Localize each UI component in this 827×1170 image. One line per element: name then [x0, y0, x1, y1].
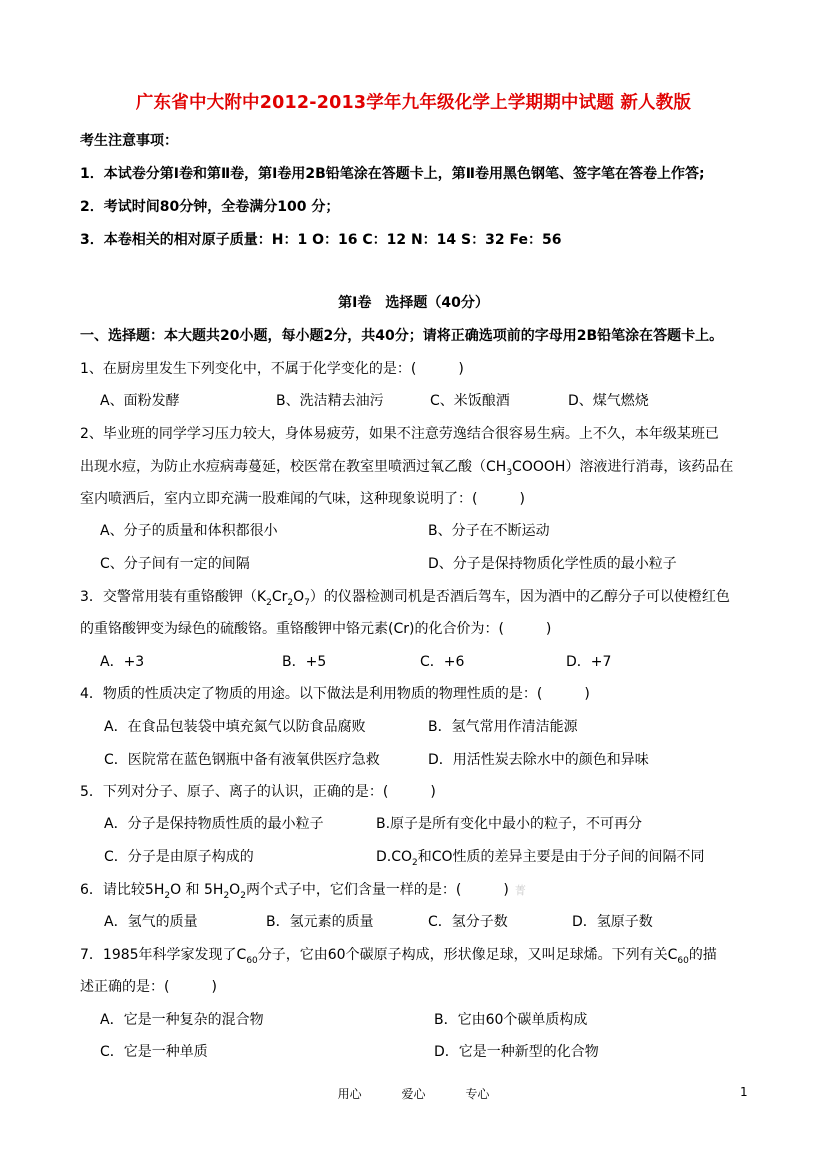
q3-option-b: B．+5 [282, 654, 327, 670]
q6-option-a: A．氢气的质量 [104, 914, 198, 930]
q6-option-d: D．氢原子数 [572, 914, 653, 930]
notice-item-1: 1．本试卷分第Ⅰ卷和第Ⅱ卷，第Ⅰ卷用2B铅笔涂在答题卡上，第Ⅱ卷用黑色钢笔、签字笔在答卷上作答; [80, 166, 705, 182]
footer-word-3: 专心 [465, 1087, 490, 1101]
question-2-line-2: 出现水痘，为防止水痘病毒蔓延，校医常在教室里喷洒过氧乙酸$(CH_3COOOH)$溶液进行消毒，该药品在 [80, 459, 734, 478]
question-3-line-1: 3．交警常用装有重铬酸钾$(K_2Cr_2O_7)$的仪器检测司机是否酒后驾车，因为酒中的乙醇分子可以使橙红色 [80, 589, 730, 608]
notice-item-3: 3．本卷相关的相对原子质量：H：1 O：16 C：12 N：14 S：32 Fe：56 [80, 232, 562, 248]
question-6-stem: 6．请比较$5H_2O$ 和 $5H_2O_2$两个式子中，它们含量一样的是：( ) 菁 [80, 882, 526, 901]
q4-option-a: A．在食品包装袋中填充氮气以防食品腐败 [104, 719, 366, 735]
q2-option-a: A、分子的质量和体积都很小 [100, 523, 278, 539]
q1-option-c: C、米饭酿酒 [430, 393, 510, 409]
q6-option-b: B．氢元素的质量 [266, 914, 374, 930]
q7-option-c: C．它是一种单质 [100, 1044, 208, 1060]
q5-option-b: B.原子是所有变化中最小的粒子，不可再分 [376, 816, 643, 832]
q7-option-b: B．它由60个碳单质构成 [434, 1012, 588, 1028]
q1-option-d: D、煤气燃烧 [568, 393, 649, 409]
footer-word-2: 爱心 [401, 1087, 426, 1101]
section-instruction: 一、选择题：本大题共20小题，每小题2分，共40分；请将正确选项前的字母用2B铅笔涂在答题卡上。 [80, 328, 724, 344]
question-7-line-1: 7．1985年科学家发现了$C_{60}$分子，它由60个碳原子构成，形状像足球，又叫足球烯。下列有关$C_{60}$的描 [80, 947, 717, 966]
document-title: 广东省中大附中2012-2013学年九年级化学上学期期中试题 新人教版 [135, 93, 692, 113]
footer-word-1: 用心 [337, 1087, 362, 1101]
question-1-stem: 1、在厨房里发生下列变化中，不属于化学变化的是：( ) [80, 361, 464, 377]
q5-option-a: A．分子是保持物质性质的最小粒子 [104, 816, 324, 832]
q4-option-b: B．氢气常用作清洁能源 [428, 719, 578, 735]
q3-option-c: C．+6 [420, 654, 465, 670]
notice-heading: 考生注意事项： [80, 133, 178, 149]
q4-option-d: D．用活性炭去除水中的颜色和异味 [428, 752, 649, 768]
q1-option-a: A、面粉发酵 [100, 393, 180, 409]
q7-option-a: A．它是一种复杂的混合物 [100, 1012, 264, 1028]
q2-option-d: D、分子是保持物质化学性质的最小粒子 [428, 556, 677, 572]
notice-item-2: 2．考试时间80分钟，全卷满分100 分； [80, 199, 340, 215]
question-2-line-1: 2、毕业班的同学学习压力较大，身体易疲劳，如果不注意劳逸结合很容易生病。上不久，本年级某班已 [80, 426, 719, 442]
page-number: 1 [740, 1085, 748, 1099]
q4-option-c: C．医院常在蓝色钢瓶中备有液氧供医疗急救 [104, 752, 380, 768]
q3-option-a: A．+3 [100, 654, 145, 670]
section-title: 第Ⅰ卷 选择题（40分） [338, 295, 489, 311]
page-footer [0, 1085, 827, 1102]
q2-option-b: B、分子在不断运动 [428, 523, 550, 539]
q6-option-c: C．氢分子数 [428, 914, 508, 930]
question-4-stem: 4．物质的性质决定了物质的用途。以下做法是利用物质的物理性质的是：( ) [80, 686, 590, 702]
q5-option-d: $D.CO_2$和CO性质的差异主要是由于分子间的间隔不同 [376, 849, 705, 868]
question-2-line-3: 室内喷洒后，室内立即充满一股难闻的气味，这种现象说明了：( ) [80, 491, 525, 507]
watermark-mark: 菁 [514, 884, 526, 897]
q1-option-b: B、洗洁精去油污 [276, 393, 384, 409]
q2-option-c: C、分子间有一定的间隔 [100, 556, 250, 572]
q7-option-d: D．它是一种新型的化合物 [434, 1044, 599, 1060]
question-5-stem: 5．下列对分子、原子、离子的认识，正确的是：( ) [80, 784, 436, 800]
q5-option-c: C．分子是由原子构成的 [104, 849, 254, 865]
q3-option-d: D．+7 [566, 654, 612, 670]
question-7-line-2: 述正确的是：( ) [80, 979, 217, 995]
question-3-line-2: 的重铬酸钾变为绿色的硫酸铬。重铬酸钾中铬元素(Cr)的化合价为：( ) [80, 621, 552, 637]
